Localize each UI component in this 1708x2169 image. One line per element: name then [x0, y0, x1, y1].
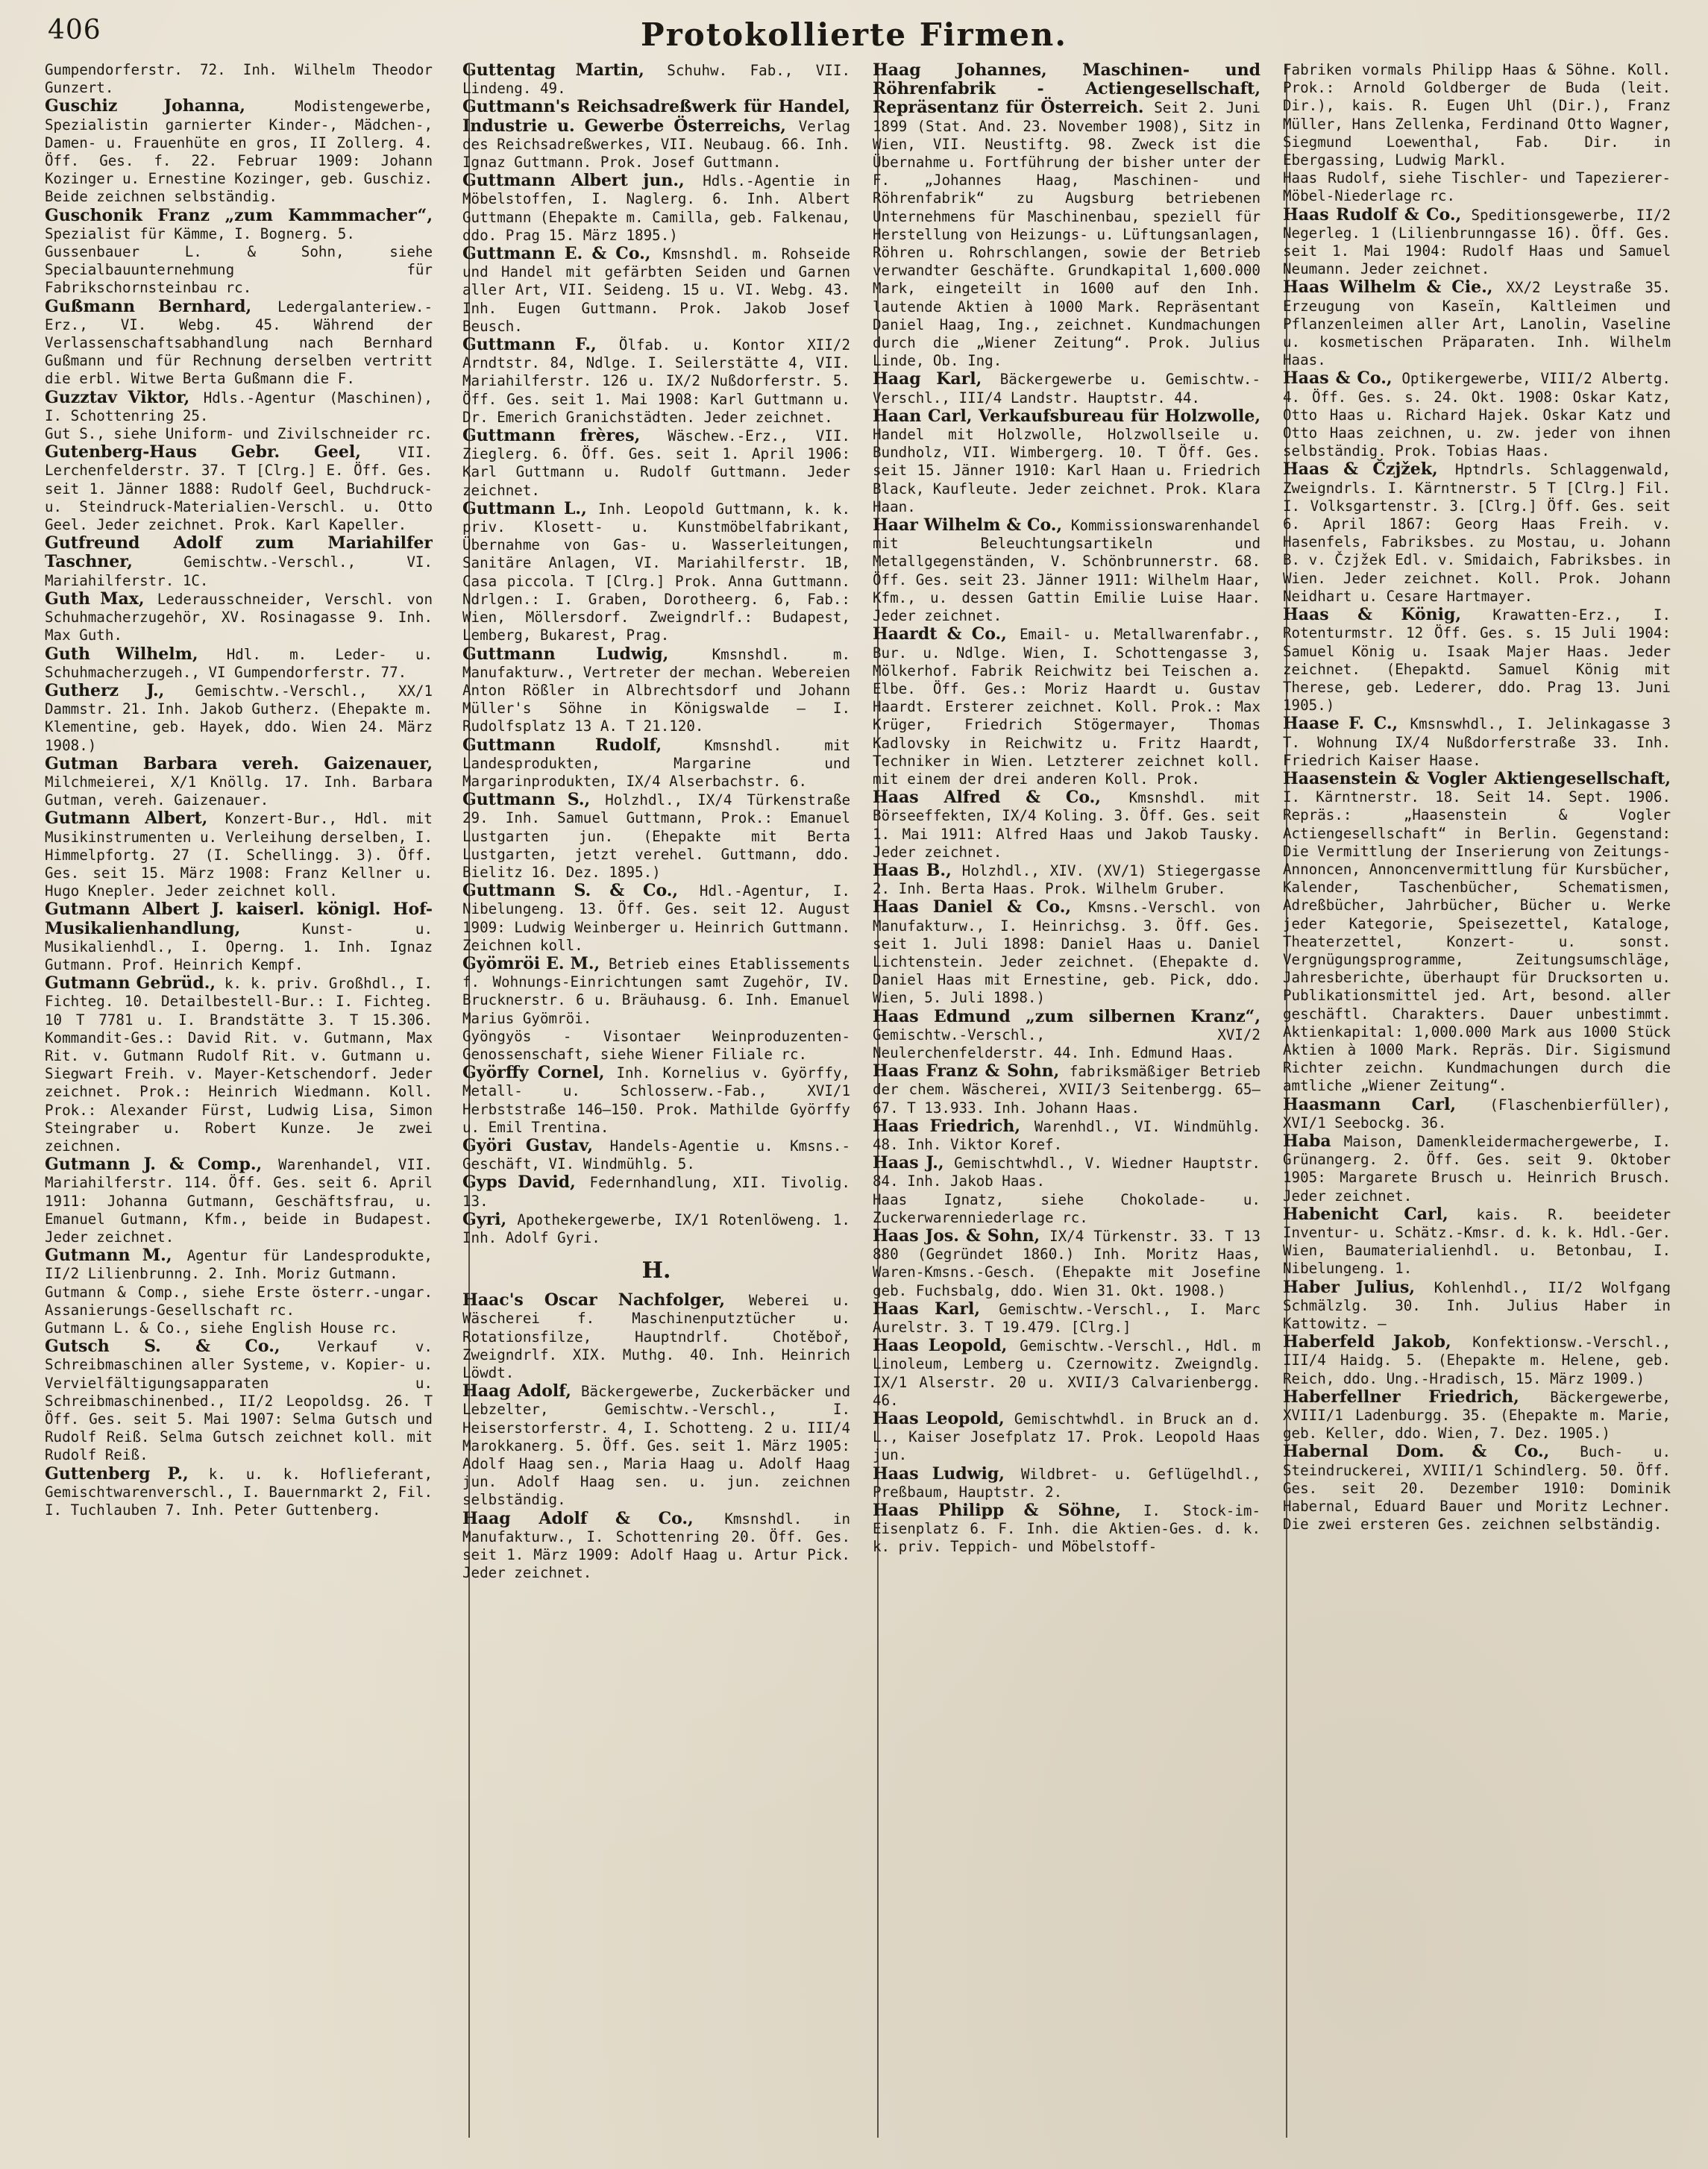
firm-details: Kmsnshdl. mit Börseeffekten, IX/4 Koling. 3. Öff. Ges. seit 1. Mai 1911: Alfred Haas und Jakob Tausky. Jeder zeichnet. — [873, 789, 1260, 861]
firm-entry — [45, 534, 433, 590]
firm-entry — [1283, 606, 1671, 715]
firm-details: Hdls.-Agentie in Möbelstoffen, I. Naglerg. 6. Inh. Albert Guttmann (Ehepakte m. Camilla, geb. Falkenau, ddo. Prag 15. März 1895.) — [462, 172, 850, 244]
firm-details: fabriksmäßiger Betrieb der chem. Wäscherei, XVII/3 Seitenbergg. 65—67. T 13.933. Inh. Johann Haas. — [873, 1063, 1260, 1117]
firm-details: Kmsns.-Verschl. von Manufakturw., I. Heinrichsg. 3. Öff. Ges. seit 1. Juli 1898: Daniel Haas u. Daniel Lichtenstein. Jeder zeichnet. (Ehepakte d. Daniel Haas mit Ernestine, geb. Pick, ddo. Wien, 5. Juli 1898.) — [873, 899, 1260, 1007]
firm-details: Krawatten-Erz., I. Rotenturmstr. 12 Öff. Ges. s. 15 Juli 1904: Samuel König u. Isaak Majer Haas. Jeder zeichnet. (Ehepaktd. Samuel König mit Therese, geb. Lederer, ddo. Prag 13. Juni 1905.) — [1283, 606, 1671, 715]
firm-details: Haas Rudolf, siehe Tischler- und Tapezierer-Möbel-Niederlage rc. — [1283, 169, 1671, 205]
firm-details: IX/4 Türkenstr. 33. T 13 880 (Gegründet 1860.) Inh. Moritz Haas, Waren-Kmsns.-Gesch. (Ehepakte mit Josefine geb. Fuchsbalg, ddo. Wien 31. Okt. 1908.) — [873, 1228, 1260, 1299]
firm-details: Gemischtwhdl., V. Wiedner Hauptstr. 84. Inh. Jakob Haas. — [873, 1155, 1260, 1190]
firm-entry — [1283, 770, 1671, 1096]
firm-details: Kmsnswhdl., I. Jelinkagasse 3 T. Wohnung IX/4 Nußdorferstraße 33. Inh. Friedrich Kaiser Haase. — [1283, 715, 1671, 769]
firm-details: Handel mit Holzwolle, Holzwollseile u. Bundholz, VII. Wimbergerg. 10. T Öff. Ges. seit 15. Jänner 1910: Karl Haan u. Friedrich Black, Kaufleute. Jeder zeichnet. Prok. Klara Haan. — [873, 426, 1260, 515]
column-4 — [1283, 61, 1671, 2142]
firm-details: I. Kärntnerstr. 18. Seit 14. Sept. 1906. Repräs.: „Haasenstein & Vogler Actiengesellschaft“ in Berlin. Gegenstand: Die Vermittlung der Inserierung von Zeitungs-Annoncen, Annoncenvermittlung für Kursbücher, Kalender, Taschenbücher, Schematismen, Adreßbücher, Jahrbücher, Bücher u. Werke jeder Kategorie, Speisezettel, Kataloge, Theaterzettel, Konzert- u. sonst. Vergnügungsprogramme, Zeitungsumschläge, Jahresberichte, überhaupt für Drucksorten u. Publikationsmittel jed. Art, besond. aller geschäftl. Charakters. Dauer unbestimmt. Aktienkapital: 1,000.000 Mark aus 1000 Stück Aktien à 1000 Mark. Repräs. Dir. Sigismund Richter zeichn. Kundmachungen durch die amtliche „Wiener Zeitung“. — [1283, 788, 1671, 1095]
firm-details: Holzhdl., IX/4 Türkenstraße 29. Inh. Samuel Guttmann, Prok.: Emanuel Lustgarten jun. (Ehepakte mit Berta Lustgarten, jetzt verehel. Guttmann, ddo. Bielitz 16. Dez. 1895.) — [462, 791, 850, 881]
firm-details: Holzhdl., XIV. (XV/1) Stiegergasse 2. Inh. Berta Haas. Prok. Wilhelm Gruber. — [873, 861, 1260, 898]
firm-details: Kohlenhdl., II/2 Wolfgang Schmälzlg. 30. Inh. Julius Haber in Kattowitz. — — [1283, 1278, 1671, 1333]
firm-entry — [873, 1501, 1260, 1557]
firm-details: Ölfab. u. Kontor XII/2 Arndtstr. 84, Ndlge. I. Seilerstätte 4, VII. Mariahilferstr. 126 u. IX/2 Nußdorferstr. 5. Öff. Ges. seit 1. Mai 1908: Karl Guttmann u. Dr. Emerich Granichstädten. Jeder zeichnet. — [462, 336, 850, 426]
firm-name: Gyri, — [462, 1209, 507, 1229]
firm-entry — [462, 1064, 850, 1137]
firm-entry — [873, 1062, 1260, 1117]
firm-entry — [45, 443, 433, 534]
firm-details: Handels-Agentie u. Kmsns.-Geschäft, VI. Windmühlg. 5. — [462, 1137, 850, 1173]
firm-entry — [1283, 1096, 1671, 1132]
firm-entry — [45, 1337, 433, 1464]
firm-entry — [873, 1008, 1260, 1063]
firm-entry — [873, 625, 1260, 788]
firm-entry — [873, 1300, 1260, 1337]
firm-details: Gemischtwhdl. in Bruck an d. L., Kaiser Josefplatz 17. Prok. Leopold Haas jun. — [873, 1410, 1260, 1464]
firm-entry — [1283, 1443, 1671, 1534]
firm-name: Gutman Barbara vereh. Gaizenauer, — [45, 753, 433, 773]
firm-entry — [1283, 460, 1671, 606]
firm-name: Guth Wilhelm, — [45, 644, 198, 664]
firm-entry — [873, 1191, 1260, 1227]
firm-name: Haag Karl, — [873, 369, 982, 389]
firm-entry — [1283, 1205, 1671, 1278]
firm-entry — [45, 1284, 433, 1319]
firm-details: k. u. k. Hoflieferant, Gemischtwarenverschl., I. Bauernmarkt 2, Fil. I. Tuchlauben 7. Inh. Peter Guttenberg. — [45, 1465, 433, 1519]
firm-details: Kmsnshdl. mit Landesprodukten, Margarine und Margarinprodukten, IX/4 Alserbachstr. 6. — [462, 736, 850, 790]
firm-name: Haas & Čzjžek, — [1283, 459, 1438, 480]
firm-entry — [1283, 369, 1671, 460]
firm-name: Haberfellner Friedrich, — [1283, 1387, 1519, 1407]
firm-details: Ledergalanteriew.-Erz., VI. Webg. 45. Während der Verlassenschaftsabhandlung nach Bernhard Gußmann und für Rechnung derselben vertritt die erbl. Witwe Berta Gußmann die F. — [45, 298, 433, 388]
firm-details: Optikergewerbe, VIII/2 Albertg. 4. Öff. Ges. s. 24. Okt. 1908: Oskar Katz, Otto Haas u. Richard Hajek. Oskar Katz und Otto Haas zeichnen, u. zw. jeder von ihnen selbständig. Prok. Tobias Haas. — [1283, 370, 1671, 460]
firm-name: Haag Adolf & Co., — [462, 1508, 694, 1528]
firm-details: Spezialist für Kämme, I. Bognerg. 5. — [45, 225, 355, 242]
firm-details: Kmsnshdl. m. Rohseide und Handel mit gefärbten Seiden und Garnen aller Art, VII. Seideng. 15 u. VI. Webg. 43. Inh. Eugen Guttmann. Prok. Jakob Josef Beusch. — [462, 245, 850, 335]
firm-name: Guttmann frères, — [462, 426, 641, 446]
firm-entry — [462, 61, 850, 98]
firm-details: I. Stock-im-Eisenplatz 6. F. Inh. die Aktien-Ges. d. k. k. priv. Teppich- und Möbelstoff- — [873, 1502, 1260, 1556]
firm-details: Gemischtw.-Verschl., VI. Mariahilferstr. 1C. — [45, 553, 433, 589]
firm-name: Haasmann Carl, — [1283, 1094, 1457, 1114]
firm-details: Maison, Damenkleidermachergewerbe, I. Grünangerg. 2. Öff. Ges. seit 9. Oktober 1905: Margarete Brusch u. Heinrich Brusch. Jeder zeichnet. — [1283, 1132, 1671, 1205]
firm-entry — [45, 809, 433, 900]
firm-details: Bäckergewerbe, XVIII/1 Ladenburgg. 35. (Ehepakte m. Marie, geb. Keller, ddo. Wien, 7. Dez. 1905.) — [1283, 1388, 1671, 1443]
firm-entry — [45, 243, 433, 298]
firm-name: Haasenstein & Vogler Aktiengesellschaft, — [1283, 768, 1671, 788]
firm-entry — [1283, 715, 1671, 770]
firm-name: Gyömröi E. M., — [462, 953, 600, 973]
firm-details: Inh. Kornelius v. Györffy, Metall- u. Schlosserw.-Fab., XVI/1 Herbststraße 146—150. Prok. Mathilde Györffy u. Emil Trentina. — [462, 1064, 850, 1136]
firm-details: Fabriken vormals Philipp Haas & Söhne. Koll. Prok.: Arnold Goldberger de Buda (leit. Dir.), kais. R. Eugen Uhl (Dir.), Franz Müller, Hans Zellenka, Ferdinand Otto Wagner, Siegmund Loewenthal, Fab. Dir. in Ebergassing, Ludwig Markl. — [1283, 61, 1671, 169]
firm-name: Haber Julius, — [1283, 1277, 1416, 1297]
firm-entry — [45, 900, 433, 974]
firm-entry — [873, 788, 1260, 861]
firm-details: Kunst- u. Musikalienhdl., I. Operng. 1. Inh. Ignaz Gutmann. Prof. Heinrich Kempf. — [45, 920, 433, 973]
firm-name: Guttentag Martin, — [462, 61, 644, 80]
firm-entry — [1283, 278, 1671, 369]
column-2 — [462, 61, 850, 2142]
firm-name: Haag Adolf, — [462, 1381, 571, 1401]
firm-name: Györi Gustav, — [462, 1135, 594, 1155]
firm-name: Haas J., — [873, 1153, 944, 1173]
firm-details: Hptndrls. Schlaggenwald, Zweigndrls. I. Kärntnerstr. 5 T [Clrg.] Fil. I. Volksgartenstr. 3. [Clrg.] Öff. Ges. seit 6. April 1867: Georg Haas Freih. v. Hasenfels, Fabriksbes. zu Mostau, u. Johann B. v. Čzjžek Edl. v. Smidaich, Fabriksbes. in Wien. Jeder zeichnet. Koll. Prok. Johann Neidhart u. Cesare Hartmayer. — [1283, 461, 1671, 605]
firm-entry — [1283, 61, 1671, 169]
firm-name: Haas Jos. & Sohn, — [873, 1226, 1040, 1246]
firm-entry — [873, 407, 1260, 516]
firm-entry — [45, 590, 433, 645]
firm-name: Haac's Oscar Nachfolger, — [462, 1290, 726, 1310]
firm-entry — [1283, 1333, 1671, 1388]
firm-details: Agentur für Landesprodukte, II/2 Lilienbrunng. 2. Inh. Moriz Gutmann. — [45, 1247, 433, 1283]
firm-name: Guttmann Ludwig, — [462, 644, 669, 664]
firm-details: Warenhandel, VII. Mariahilferstr. 114. Öff. Ges. seit 6. April 1911: Johanna Gutmann, Geschäftsfrau, u. Emanuel Gutmann, Kfm., beide in Budapest. Jeder zeichnet. — [45, 1156, 433, 1246]
firm-details: Hdl.-Agentur, I. Nibelungeng. 13. Öff. Ges. seit 12. August 1909: Ludwig Weinberger u. Heinrich Guttmann. Zeichnen koll. — [462, 882, 850, 954]
firm-name: Gutmann M., — [45, 1246, 172, 1266]
firm-entry — [45, 61, 433, 97]
firm-name: Haberfeld Jakob, — [1283, 1332, 1451, 1352]
firm-details: Modistengewerbe, Spezialistin garnierter Kinder-, Mädchen-, Damen- u. Frauenhüte en gros, II Zollerg. 4. Öff. Ges. f. 22. Februar 1909: Johann Kozinger u. Ernestine Kozinger, geb. Guschiz. Beide zeichnen selbständig. — [45, 98, 433, 206]
firm-name: Haas & König, — [1283, 605, 1462, 625]
firm-details: Gemischtw.-Verschl., XX/1 Dammstr. 21. Inh. Jakob Gutherz. (Ehepakte m. Klementine, geb. Hayek, ddo. Wien 24. März 1908.) — [45, 682, 433, 754]
firm-details: Email- u. Metallwarenfabr., Bur. u. Ndlge. Wien, I. Schottengasse 3, Mölkerhof. Fabrik Reichwitz bei Teischen a. Elbe. Öff. Ges.: Moriz Haardt u. Gustav Haardt. Ersterer zeichnet. Koll. Prok.: Max Krüger, Friedrich Stögermayer, Thomas Kadlovsky in Reichwitz u. Fritz Haardt, Techniker in Wien. Letzterer zeichnet koll. mit einem der drei anderen Koll. Prok. — [873, 626, 1260, 788]
firm-entry — [462, 736, 850, 791]
firm-name: Haag Johannes, Maschinen- und Röhrenfabrik - Actiengesellschaft, Repräsentanz für Österreich. — [873, 61, 1260, 118]
firm-entry — [873, 370, 1260, 407]
firm-details: Gemischtw.-Verschl., I. Marc Aurelstr. 3. T 19.479. [Clrg.] — [873, 1300, 1260, 1337]
firm-entry — [462, 1510, 850, 1583]
firm-entry — [1283, 1278, 1671, 1334]
firm-name: Guttmann S., — [462, 790, 591, 810]
firm-details: (Flaschenbierfüller), XVI/1 Seebockg. 36. — [1283, 1096, 1671, 1131]
firm-details: Apothekergewerbe, IX/1 Rotenlöweng. 1. Inh. Adolf Gyri. — [462, 1211, 850, 1246]
firm-details: Gutmann & Comp., siehe Erste österr.-ungar. Assanierungs-Gesellschaft rc. — [45, 1283, 433, 1319]
firm-entry — [45, 389, 433, 425]
firm-details: Verkauf v. Schreibmaschinen aller Systeme, v. Kopier- u. Vervielfältigungsapparaten u. Schreibmaschinenbed., II/2 Leopoldsg. 26. T Öff. Ges. seit 5. Mai 1907: Selma Gutsch und Rudolf Reiß. Selma Gutsch zeichnet koll. mit Rudolf Reiß. — [45, 1338, 433, 1464]
firm-name: Haase F. C., — [1283, 714, 1398, 734]
firm-name: Guttmann S. & Co., — [462, 881, 679, 901]
firm-entry — [462, 1173, 850, 1210]
firm-details: Lederausschneider, Verschl. von Schuhmacherzugehör, XV. Rosinagasse 9. Inh. Max Guth. — [45, 590, 433, 644]
firm-details: Gyöngyös - Visontaer Weinproduzenten-Genossenschaft, siehe Wiener Filiale rc. — [462, 1027, 850, 1063]
firm-details: Kmsnshdl. in Manufakturw., I. Schottenring 20. Öff. Ges. seit 1. März 1909: Adolf Haag u. Artur Pick. Jeder zeichnet. — [462, 1510, 850, 1582]
firm-name: Habenicht Carl, — [1283, 1204, 1448, 1224]
firm-name: Haardt & Co., — [873, 624, 1007, 644]
firm-name: Guttmann Rudolf, — [462, 735, 662, 755]
firm-entry — [462, 791, 850, 882]
firm-entry — [462, 882, 850, 955]
firm-entry — [873, 1227, 1260, 1300]
firm-entry — [462, 1028, 850, 1064]
firm-name: Habernal Dom. & Co., — [1283, 1442, 1550, 1462]
firm-entry — [45, 97, 433, 206]
firm-details: Speditionsgewerbe, II/2 Negerleg. 1 (Lilienbrunngasse 16). Öff. Ges. seit 1. Mai 1904: Rudolf Haas und Samuel Neumann. Jeder zeichnet. — [1283, 206, 1671, 278]
firm-name: Gutmann Albert, — [45, 809, 208, 829]
firm-details: Hdls.-Agentur (Maschinen), I. Schottenring 25. — [45, 389, 433, 424]
firm-name: Gutmann Albert J. kaiserl. königl. Hof-Musikalienhandlung, — [45, 900, 433, 938]
firm-name: Haas Leopold, — [873, 1336, 1008, 1356]
firm-entry — [1283, 169, 1671, 205]
firm-details: Inh. Leopold Guttmann, k. k. priv. Klosett- u. Kunstmöbelfabrikant, Übernahme von Gas- u. Wasserleitungen, Sanitäre Anlagen, VI. Mariahilferstr. 1B, Casa piccola. T [Clrg.] Prok. Anna Guttmann. Ndrlgen.: I. Graben, Dorotheerg. 6, Fab.: Wien, Möllersdorf. Zweigndrlf.: Budapest, Lemberg, Bukarest, Prag. — [462, 500, 850, 644]
firm-name: Guttmann L., — [462, 498, 587, 518]
firm-details: Milchmeierei, X/1 Knöllg. 17. Inh. Barbara Gutman, vereh. Gaizenauer. — [45, 773, 433, 809]
firm-entry — [873, 1117, 1260, 1154]
firm-details: VII. Lerchenfelderstr. 37. T [Clrg.] E. Öff. Ges. seit 1. Jänner 1888: Rudolf Geel, Buchdruck- u. Steindruck-Materialien-Verschl. u. Otto Geel. Jeder zeichnet. Prok. Karl Kapeller. — [45, 444, 433, 534]
column-1 — [45, 61, 433, 2142]
firm-name: Haan Carl, Verkaufsbureau für Holzwolle, — [873, 406, 1260, 426]
firm-name: Guth Max, — [45, 588, 145, 609]
section-letter: H. — [641, 1258, 671, 1284]
firm-name: Haas Rudolf & Co., — [1283, 204, 1462, 225]
columns — [45, 61, 1678, 2142]
firm-name: Gutmann Gebrüd., — [45, 973, 216, 994]
firm-name: Haas Karl, — [873, 1299, 980, 1319]
firm-details: Federnhandlung, XII. Tivolig. 13. — [462, 1174, 850, 1210]
firm-name: Haas Ludwig, — [873, 1463, 1005, 1484]
firm-details: Seit 2. Juni 1899 (Stat. And. 23. November 1908), Sitz in Wien, VII. Neustiftg. 98. Zweck ist die Übernahme u. Fortführung der bisher unter der F. „Johannes Haag, Maschinen- und Röhrenfabrik“ zu Augsburg betriebenen Unternehmens für Maschinenbau, speziell für Herstellung von Heizungs- u. Lüftungsanlagen, Röhren u. Rohrschlangen, sowie der Betrieb verwandter Geschäfte. Grundkapital 1,600.000 Mark, eingeteilt in 1600 auf den Inh. lautende Aktien à 1000 Mark. Repräsentant Daniel Haag, Ing., zeichnet. Kundmachungen durch die „Wiener Zeitung“. Prok. Julius Linde, Ob. Ing. — [873, 99, 1260, 370]
firm-entry — [873, 516, 1260, 625]
firm-entry — [462, 645, 850, 736]
firm-name: Guschonik Franz „zum Kammmacher“, — [45, 205, 433, 225]
firm-entry — [1283, 1132, 1671, 1205]
firm-entry — [873, 1337, 1260, 1410]
firm-name: Gußmann Bernhard, — [45, 296, 252, 316]
firm-entry — [45, 755, 433, 810]
firm-entry — [45, 207, 433, 243]
firm-entry — [45, 1155, 433, 1246]
firm-name: Gutmann J. & Comp., — [45, 1155, 263, 1175]
firm-name: Haba — [1283, 1131, 1331, 1151]
firm-entry — [45, 682, 433, 755]
firm-entry — [45, 1246, 433, 1283]
firm-name: Guschiz Johanna, — [45, 96, 245, 116]
firm-details: XX/2 Leystraße 35. Erzeugung von Kaseïn, Kaltleimen und Pflanzenleimen aller Art, Lanolin, Vaseline u. kosmetischen Präparaten. Inh. Wilhelm Haas. — [1283, 279, 1671, 369]
firm-details: k. k. priv. Großhdl., I. Fichteg. 10. Detailbestell-Bur.: I. Fichteg. 10 T 7781 u. I. Brandstätte 3. T 15.306. Kommandit-Ges.: David Rit. v. Gutmann, Max Rit. v. Gutmann Rudolf Rit. v. Gutmann u. Siegwart Freih. v. Mayer-Ketschendorf. Jeder zeichnet. Prok.: Heinrich Wiedmann. Koll. Prok.: Alexander Fürst, Ludwig Lisa, Simon Steingraber u. Robert Kunze. Je zwei zeichnen. — [45, 975, 433, 1155]
firm-details: kais. R. beeideter Inventur- u. Schätz.-Kmsr. d. k. k. Hdl.-Ger. Wien, Baumaterialienhdl. u. Betonbau, I. Nibelungeng. 1. — [1283, 1205, 1671, 1278]
firm-details: Verlag des Reichsadreßwerkes, VII. Neubaug. 66. Inh. Ignaz Guttmann. Prok. Josef Guttmann. — [462, 117, 850, 172]
firm-details: Konfektionsw.-Verschl., III/4 Haidg. 5. (Ehepakte m. Helene, geb. Reich, ddo. Ung.-Hradisch, 15. März 1909.) — [1283, 1334, 1671, 1387]
firm-details: Gussenbauer L. & Sohn, siehe Specialbauunternehmung für Fabrikschornsteinbau rc. — [45, 243, 433, 297]
firm-entry — [462, 1137, 850, 1173]
firm-name: Guttmann Albert jun., — [462, 171, 685, 191]
firm-name: Gutfreund Adolf zum Mariahilfer Taschner, — [45, 533, 433, 572]
firm-name: Györffy Cornel, — [462, 1063, 605, 1083]
firm-entry — [462, 427, 850, 500]
firm-entry — [873, 61, 1260, 370]
firm-name: Haas Philipp & Söhne, — [873, 1501, 1121, 1521]
firm-entry — [462, 1382, 850, 1509]
firm-entry — [462, 1291, 850, 1382]
firm-details: Wäschew.-Erz., VII. Zieglerg. 6. Öff. Ges. seit 1. April 1906: Karl Guttmann u. Rudolf Guttmann. Jeder zeichnet. — [462, 427, 850, 499]
firm-entry — [462, 955, 850, 1028]
firm-details: Schuhw. Fab., VII. Lindeng. 49. — [462, 62, 850, 98]
firm-name: Guttmann E. & Co., — [462, 244, 651, 264]
firm-entry — [873, 898, 1260, 1007]
firm-name: Haas Daniel & Co., — [873, 897, 1072, 917]
firm-details: Gutmann L. & Co., siehe English House rc. — [45, 1319, 398, 1337]
firm-name: Gutenberg-Haus Gebr. Geel, — [45, 442, 361, 462]
firm-name: Gutsch S. & Co., — [45, 1337, 280, 1357]
firm-entry — [873, 861, 1260, 898]
firm-entry — [462, 245, 850, 336]
firm-details: Buch- u. Steindruckerei, XVIII/1 Schindlerg. 50. Öff. Ges. seit 20. Dezember 1910: Dominik Habernal, Eduard Bauer und Moritz Lechner. Die zwei ersteren Ges. zeichnen selbständig. — [1283, 1443, 1671, 1534]
firm-entry — [873, 1154, 1260, 1190]
firm-name: Haas Franz & Sohn, — [873, 1061, 1060, 1082]
firm-details: Konzert-Bur., Hdl. mit Musikinstrumenten u. Verleihung derselben, I. Himmelpfortg. 27 (I. Schellingg. 3). Öff. Ges. seit 15. März 1908: Franz Kellner u. Hugo Knepler. Jeder zeichnet koll. — [45, 810, 433, 900]
firm-name: Guttmann F., — [462, 335, 597, 355]
firm-entry — [462, 98, 850, 172]
page-number: 406 — [48, 15, 101, 45]
firm-details: Bäckergewerbe u. Gemischtw.-Verschl., III/4 Landstr. Hauptstr. 44. — [873, 371, 1260, 407]
firm-name: Haar Wilhelm & Co., — [873, 515, 1063, 536]
firm-name: Haas Wilhelm & Cie., — [1283, 277, 1493, 298]
firm-details: Kmsnshdl. m. Manufakturw., Vertreter der mechan. Webereien Anton Rößler in Albrechtsdorf und Johann Müller's Söhne in Königswalde — I. Rudolfsplatz 13 A. T 21.120. — [462, 645, 850, 735]
column-3 — [873, 61, 1260, 2142]
firm-details: Haas Ignatz, siehe Chokolade- u. Zuckerwarenniederlage rc. — [873, 1190, 1260, 1226]
firm-name: Guzztav Viktor, — [45, 387, 190, 407]
firm-name: Haas & Co., — [1283, 368, 1393, 389]
firm-name: Haas Friedrich, — [873, 1116, 1021, 1136]
firm-details: Hdl. m. Leder- u. Schuhmacherzugeh., VI Gumpendorferstr. 77. — [45, 645, 433, 681]
firm-entry — [45, 298, 433, 389]
firm-details: Gut S., siehe Uniform- und Zivilschneider rc. — [45, 425, 433, 443]
firm-entry — [462, 1211, 850, 1247]
firm-details: Gemischtw.-Verschl., Hdl. m Linoleum, Lemberg u. Czernowitz. Zweigndlg. IX/1 Alserstr. 20 u. XVII/3 Calvarienbergg. 46. — [873, 1337, 1260, 1409]
firm-name: Gutherz J., — [45, 680, 165, 700]
firm-details: Bäckergewerbe, Zuckerbäcker und Lebzelter, Gemischtw.-Verschl., I. Heiserstorferstr. 4, I. Schotteng. 2 u. III/4 Marokkanerg. 5. Öff. Ges. seit 1. März 1905: Adolf Haag sen., Maria Haag u. Adolf Haag jun. Adolf Haag sen. u. jun. zeichnen selbständig. — [462, 1383, 850, 1509]
firm-name: Haas Edmund „zum silbernen Kranz“, — [873, 1006, 1260, 1026]
firm-name: Gyps David, — [462, 1173, 576, 1193]
firm-details: Warenhdl., VI. Windmühlg. 48. Inh. Viktor Koref. — [873, 1117, 1260, 1153]
firm-entry — [462, 500, 850, 645]
firm-name: Haas Alfred & Co., — [873, 788, 1101, 808]
firm-name: Haas Leopold, — [873, 1409, 1005, 1429]
firm-details: Wildbret- u. Geflügelhdl., Preßbaum, Hauptstr. 2. — [873, 1465, 1260, 1501]
firm-name: Guttenberg P., — [45, 1463, 189, 1484]
firm-entry — [462, 172, 850, 245]
firm-entry — [1283, 1388, 1671, 1443]
firm-entry — [873, 1465, 1260, 1501]
firm-details: Betrieb eines Etablissements f. Wohnungs-Einrichtungen samt Zugehör, IV. Brucknerstr. 6 u. Bräuhausg. 6. Inh. Emanuel Marius Gyömröi. — [462, 955, 850, 1027]
firm-entry — [45, 974, 433, 1155]
firm-name: Haas B., — [873, 860, 952, 880]
firm-entry — [873, 1410, 1260, 1465]
firm-entry — [462, 336, 850, 427]
firm-entry — [45, 645, 433, 682]
firm-entry — [45, 1319, 433, 1337]
firm-details: Gumpendorferstr. 72. Inh. Wilhelm Theodor Gunzert. — [45, 61, 433, 97]
firm-details: Kommissionswarenhandel mit Beleuchtungsartikeln und Metallgegenständen, V. Schönbrunnerstr. 68. Öff. Ges. seit 23. Jänner 1911: Wilhelm Haar, Kfm., u. dessen Gattin Emilie Luise Haar. Jeder zeichnet. — [873, 517, 1260, 625]
firm-entry — [45, 1465, 433, 1520]
firm-entry — [1283, 206, 1671, 279]
firm-details: Gemischtw.-Verschl., XVI/2 Neulerchenfelderstr. 44. Inh. Edmund Haas. — [873, 1026, 1260, 1061]
firm-name: Guttmann's Reichsadreßwerk für Handel, Industrie u. Gewerbe Österreichs, — [462, 97, 850, 136]
firm-entry — [45, 425, 433, 443]
running-head: Protokollierte Firmen. — [641, 16, 1067, 53]
firm-details: Weberei u. Wäscherei f. Maschinenputztücher u. Rotationsfilze, Hauptndrlf. Chotěboř, Zweigndrlf. XIX. Muthg. 40. Inh. Heinrich Löwdt. — [462, 1292, 850, 1382]
